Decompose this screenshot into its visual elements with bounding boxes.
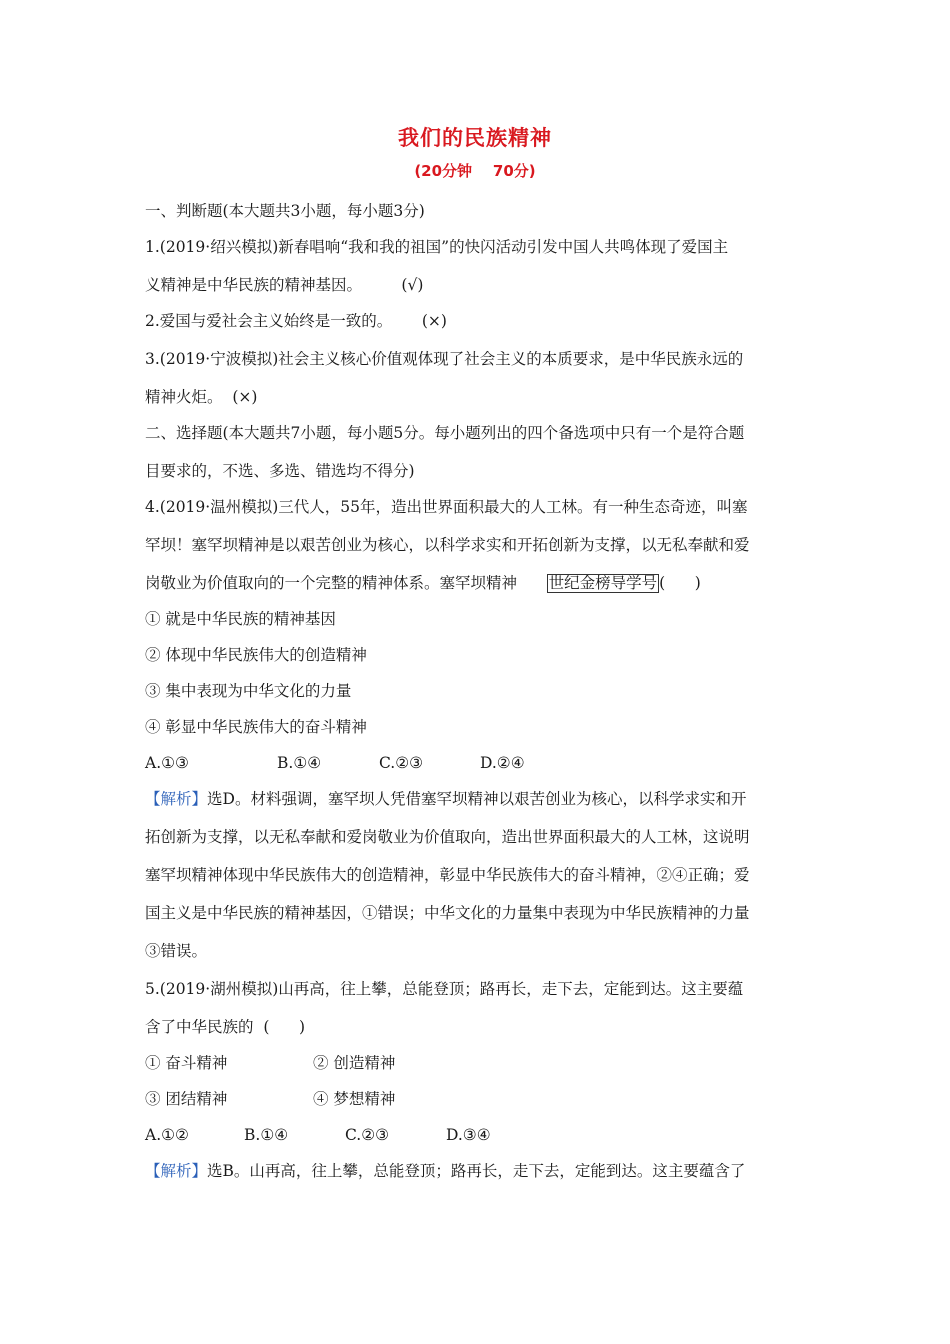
question-4-line-3 — [145, 565, 810, 601]
page-title: 我们的民族精神 — [398, 126, 552, 150]
question-4-analysis-line-3: 塞罕坝精神体现中华民族伟大的创造精神，彰显中华民族伟大的奋斗精神，②④正确；爱 — [145, 866, 750, 884]
question-4-analysis-line-5: ③错误。 — [145, 942, 208, 960]
q5-option-a: A.①② — [145, 1126, 189, 1144]
question-4-line-3-text: 岗敬业为价值取向的一个完整的精神体系。塞罕坝精神 — [145, 574, 547, 592]
question-5-item-4: ④ 梦想精神 — [313, 1090, 396, 1108]
question-5-analysis-line-1 — [145, 1153, 810, 1191]
question-4-item-4: ④ 彰显中华民族伟大的奋斗精神 — [145, 718, 367, 736]
question-5-items-row-1 — [145, 1045, 810, 1081]
question-1-line-1: 1.(2019·绍兴模拟)新春唱响“我和我的祖国”的快闪活动引发中国人共鸣体现了爱国主 — [145, 238, 729, 256]
option-d: D.②④ — [480, 754, 525, 772]
section-heading-judgement: 一、判断题(本大题共3小题，每小题3分) — [145, 202, 425, 220]
question-4-item-1: ① 就是中华民族的精神基因 — [145, 610, 336, 628]
question-1-line-2: 义精神是中华民族的精神基因。 (√) — [145, 276, 424, 294]
question-4-analysis-line-4: 国主义是中华民族的精神基因，①错误；中华文化的力量集中表现为中华民族精神的力量 — [145, 904, 750, 922]
document-body — [145, 193, 810, 1191]
q5-analysis-label: 【解析】 — [145, 1162, 208, 1180]
question-3-line-2: 精神火炬。 (×) — [145, 388, 258, 406]
option-a: A.①③ — [145, 754, 189, 772]
section-heading-choice-line-1: 二、选择题(本大题共7小题，每小题5分。每小题列出的四个备选项中只有一个是符合题 — [145, 424, 745, 442]
question-5-item-1: ① 奋斗精神 — [145, 1054, 228, 1072]
q5-analysis-text-1: 选B。山再高，往上攀，总能登顶；路再长，走下去，定能到达。这主要蕴含了 — [207, 1162, 746, 1180]
option-b: B.①④ — [277, 754, 322, 772]
q5-option-d: D.③④ — [446, 1126, 491, 1144]
question-5-items-row-2 — [145, 1081, 810, 1117]
question-4-line-1: 4.(2019·温州模拟)三代人，55年，造出世界面积最大的人工林。有一种生态奇迹，叫塞 — [145, 498, 748, 516]
question-4-line-2: 罕坝！塞罕坝精神是以艰苦创业为核心，以科学求实和开拓创新为支撑，以无私奉献和爱 — [145, 536, 750, 554]
page-subtitle: (20分钟 70分) — [414, 162, 536, 180]
question-5-line-2: 含了中华民族的 ( ) — [145, 1018, 306, 1036]
question-2-line-1: 2.爱国与爱社会主义始终是一致的。 (×) — [145, 312, 447, 330]
question-5-item-3: ③ 团结精神 — [145, 1090, 228, 1108]
answer-blank: ( ) — [659, 574, 701, 592]
section-heading-choice-line-2: 目要求的，不选、多选、错选均不得分) — [145, 462, 415, 480]
analysis-text-1: 选D。材料强调，塞罕坝人凭借塞罕坝精神以艰苦创业为核心，以科学求实和开 — [207, 790, 747, 808]
boxed-label: 世纪金榜导学号 — [548, 574, 658, 592]
question-4-item-3: ③ 集中表现为中华文化的力量 — [145, 682, 352, 700]
question-3-line-1: 3.(2019·宁波模拟)社会主义核心价值观体现了社会主义的本质要求，是中华民族永远的 — [145, 350, 744, 368]
question-5-line-1: 5.(2019·湖州模拟)山再高，往上攀，总能登顶；路再长，走下去，定能到达。这主要蕴 — [145, 980, 744, 998]
question-5-options — [145, 1117, 810, 1153]
question-4-analysis-line-2: 拓创新为支撑，以无私奉献和爱岗敬业为价值取向，造出世界面积最大的人工林，这说明 — [145, 828, 750, 846]
option-c: C.②③ — [379, 754, 424, 772]
question-4-analysis-line-1 — [145, 781, 810, 819]
analysis-label: 【解析】 — [145, 790, 208, 808]
question-4-item-2: ② 体现中华民族伟大的创造精神 — [145, 646, 367, 664]
question-4-options — [145, 745, 810, 781]
q5-option-b: B.①④ — [244, 1126, 289, 1144]
q5-option-c: C.②③ — [345, 1126, 390, 1144]
question-5-item-2: ② 创造精神 — [313, 1054, 396, 1072]
